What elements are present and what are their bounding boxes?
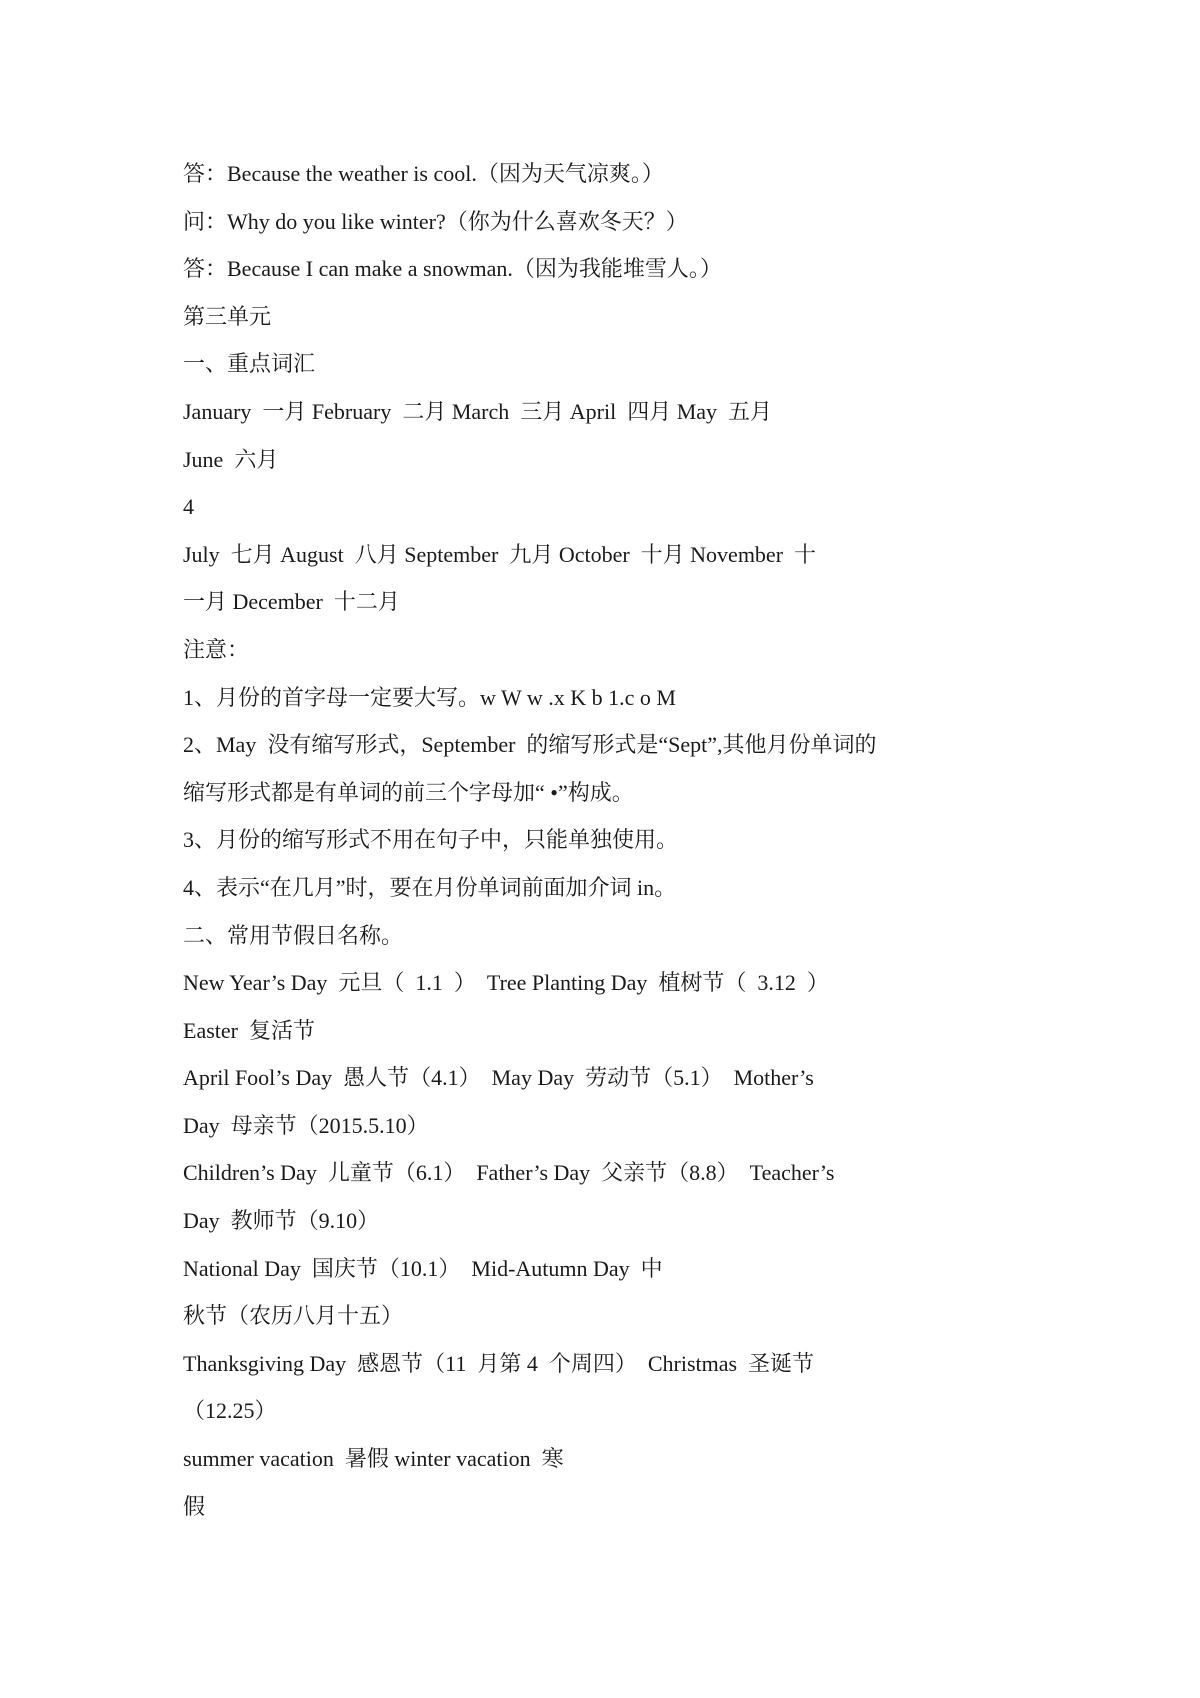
section-heading-vocabulary: 一、重点词汇: [183, 351, 316, 377]
holiday-line: Easter 复活节: [183, 1017, 315, 1043]
holiday-line: （12.25）: [183, 1398, 277, 1424]
holiday-line: National Day 国庆节（10.1） Mid-Autumn Day 中: [183, 1255, 663, 1281]
holiday-line: 假: [183, 1493, 206, 1519]
note-item: 3、月份的缩写形式不用在句子中，只能单独使用。: [183, 827, 679, 853]
note-heading: 注意：: [183, 636, 250, 662]
answer-line: 答：Because the weather is cool.（因为天气凉爽。）: [183, 161, 664, 186]
section-heading-holidays: 二、常用节假日名称。: [183, 922, 404, 948]
holiday-line: Children’s Day 儿童节（6.1） Father’s Day 父亲节（8.8） Teacher’s: [183, 1160, 835, 1186]
vocabulary-line: January 一月 February 二月 March 三月 April 四月 May 五月: [183, 398, 773, 424]
holiday-line: Thanksgiving Day 感恩节（11 月第 4 个周四） Christmas 圣诞节: [183, 1350, 815, 1376]
note-item: 2、May 没有缩写形式，September 的缩写形式是“Sept”,其他月份单词的: [183, 732, 877, 758]
document-body: [183, 150, 1003, 1530]
holiday-line: New Year’s Day 元旦（ 1.1 ） Tree Planting Day 植树节（ 3.12 ）: [183, 970, 829, 996]
question-line: 问：Why do you like winter?（你为什么喜欢冬天？）: [183, 208, 688, 234]
vocabulary-line: June 六月: [183, 446, 279, 472]
vocabulary-line: 一月 December 十二月: [183, 589, 400, 615]
vocabulary-line: July 七月 August 八月 September 九月 October 十月 November 十: [183, 541, 817, 567]
unit-heading: 第三单元: [183, 303, 272, 329]
note-item: 缩写形式都是有单词的前三个字母加“ •”构成。: [183, 779, 634, 805]
holiday-line: 秋节（农历八月十五）: [183, 1303, 404, 1329]
holiday-line: April Fool’s Day 愚人节（4.1） May Day 劳动节（5.1） Mother’s: [183, 1065, 814, 1091]
page-number: 4: [183, 494, 194, 520]
holiday-line: Day 教师节（9.10）: [183, 1208, 380, 1234]
note-item: 4、表示“在几月”时，要在月份单词前面加介词 in。: [183, 874, 677, 900]
holiday-line: summer vacation 暑假 winter vacation 寒: [183, 1446, 564, 1472]
note-item: 1、月份的首字母一定要大写。w W w .x K b 1.c o M: [183, 684, 676, 710]
answer-line: 答：Because I can make a snowman.（因为我能堆雪人。）: [183, 256, 722, 282]
holiday-line: Day 母亲节（2015.5.10）: [183, 1112, 429, 1138]
